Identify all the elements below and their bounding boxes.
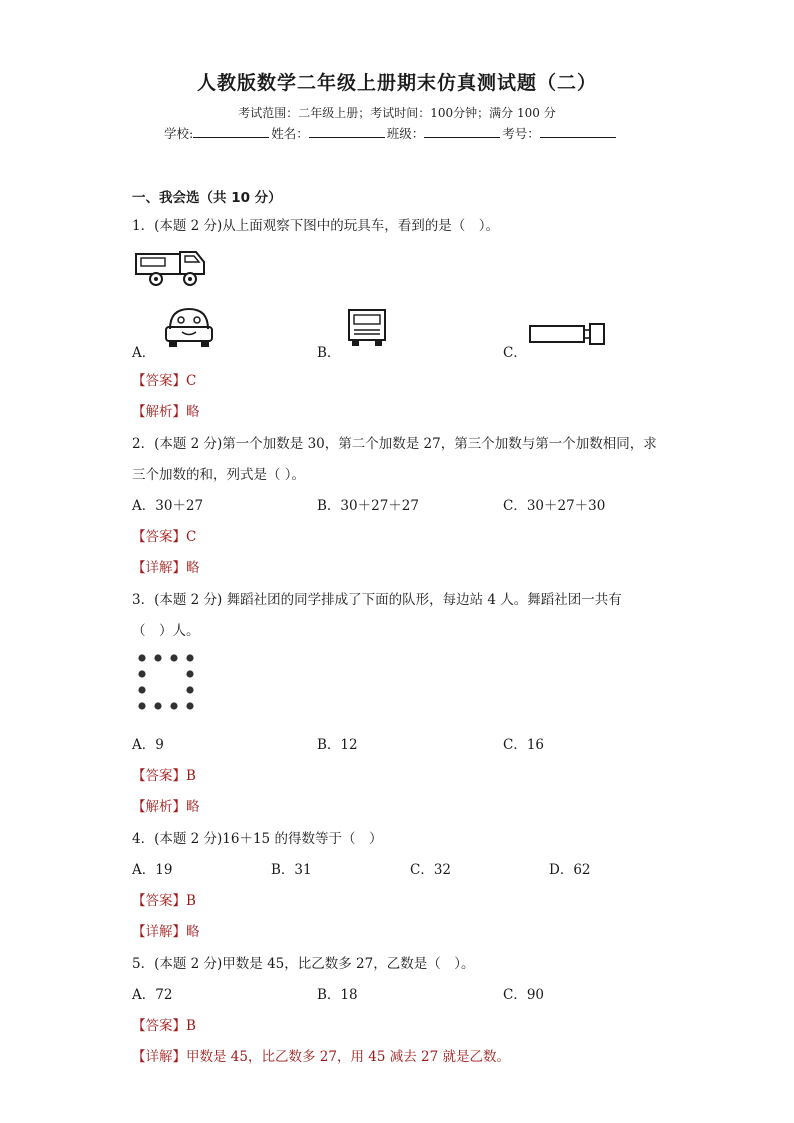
answer-tag: 【答案】 bbox=[132, 768, 186, 784]
analysis-value: 略 bbox=[186, 404, 200, 420]
q4-option-a: A．19 bbox=[132, 862, 173, 878]
truck-front-view-icon bbox=[162, 305, 216, 349]
q4-answer bbox=[132, 889, 196, 909]
q5-option-c: C．90 bbox=[503, 987, 545, 1003]
q5-analysis bbox=[132, 1045, 510, 1065]
answer-value: C bbox=[186, 529, 197, 545]
q5-stem: 5．(本题 2 分)甲数是 45，比乙数多 27，乙数是（ ）。 bbox=[132, 956, 475, 972]
truck-top-view-icon bbox=[528, 322, 606, 348]
q2-option-b: B．30＋27＋27 bbox=[317, 498, 419, 514]
q1-option-b: B． bbox=[317, 345, 341, 361]
name-label: 姓名： bbox=[271, 126, 309, 141]
q2-answer bbox=[132, 525, 196, 545]
analysis-tag: 【详解】 bbox=[132, 560, 186, 576]
exam-no-label: 考号： bbox=[502, 126, 540, 141]
q3-option-c: C．16 bbox=[503, 737, 545, 753]
q1-option-c: C． bbox=[503, 345, 527, 361]
answer-value: C bbox=[186, 373, 197, 389]
class-blank bbox=[424, 125, 500, 138]
school-blank bbox=[193, 125, 269, 138]
q3-stem-line2: （ ）人。 bbox=[132, 623, 200, 639]
answer-tag: 【答案】 bbox=[132, 529, 186, 545]
exam-meta: 考试范围：二年级上册；考试时间：100分钟；满分 100 分 bbox=[238, 106, 556, 120]
analysis-tag: 【详解】 bbox=[132, 924, 186, 940]
q1-option-a: A． bbox=[132, 345, 156, 361]
q2-analysis bbox=[132, 556, 200, 576]
answer-value: B bbox=[186, 1018, 196, 1034]
q2-option-a: A．30＋27 bbox=[132, 498, 204, 514]
q1-stem: 1．(本题 2 分)从上面观察下图中的玩具车，看到的是（ ）。 bbox=[132, 218, 500, 234]
analysis-value: 略 bbox=[186, 799, 200, 815]
analysis-value: 甲数是 45，比乙数多 27，用 45 减去 27 就是乙数。 bbox=[186, 1049, 510, 1065]
answer-value: B bbox=[186, 768, 196, 784]
q4-option-d: D．62 bbox=[549, 862, 591, 878]
q5-option-b: B．18 bbox=[317, 987, 358, 1003]
q3-answer bbox=[132, 764, 196, 784]
q4-stem: 4．(本题 2 分)16＋15 的得数等于（ ） bbox=[132, 831, 383, 847]
answer-value: B bbox=[186, 893, 196, 909]
q4-analysis bbox=[132, 920, 200, 940]
analysis-tag: 【解析】 bbox=[132, 404, 186, 420]
analysis-value: 略 bbox=[186, 560, 200, 576]
q2-stem-line1: 2．(本题 2 分)第一个加数是 30，第二个加数是 27，第三个加数与第一个加数相同，求 bbox=[132, 436, 657, 452]
truck-back-view-icon bbox=[345, 308, 389, 348]
answer-tag: 【答案】 bbox=[132, 1018, 186, 1034]
name-blank bbox=[309, 125, 385, 138]
answer-tag: 【答案】 bbox=[132, 373, 186, 389]
q4-option-c: C．32 bbox=[410, 862, 452, 878]
q1-answer bbox=[132, 369, 196, 389]
exam-no-blank bbox=[540, 125, 616, 138]
q3-option-a: A．9 bbox=[132, 737, 164, 753]
q2-stem-line2: 三个加数的和，列式是（ ）。 bbox=[132, 467, 306, 483]
student-info-fields bbox=[164, 124, 618, 142]
q4-option-b: B．31 bbox=[271, 862, 312, 878]
section-title: 一、我会选（共 10 分） bbox=[132, 190, 282, 206]
q3-analysis bbox=[132, 795, 200, 815]
dot-square-formation-figure bbox=[136, 652, 198, 714]
analysis-tag: 【详解】 bbox=[132, 1049, 186, 1065]
q1-analysis bbox=[132, 400, 200, 420]
class-label: 班级： bbox=[386, 126, 425, 141]
page-title: 人教版数学二年级上册期末仿真测试题（二） bbox=[196, 72, 597, 94]
analysis-value: 略 bbox=[186, 924, 200, 940]
q3-option-b: B．12 bbox=[317, 737, 358, 753]
q5-answer bbox=[132, 1014, 196, 1034]
q5-option-a: A．72 bbox=[132, 987, 173, 1003]
toy-truck-figure bbox=[134, 246, 210, 288]
school-label: 学校: bbox=[164, 126, 194, 141]
q2-option-c: C．30＋27＋30 bbox=[503, 498, 606, 514]
q3-stem-line1: 3．(本题 2 分) 舞蹈社团的同学排成了下面的队形，每边站 4 人。舞蹈社团一共有 bbox=[132, 592, 622, 608]
answer-tag: 【答案】 bbox=[132, 893, 186, 909]
analysis-tag: 【解析】 bbox=[132, 799, 186, 815]
